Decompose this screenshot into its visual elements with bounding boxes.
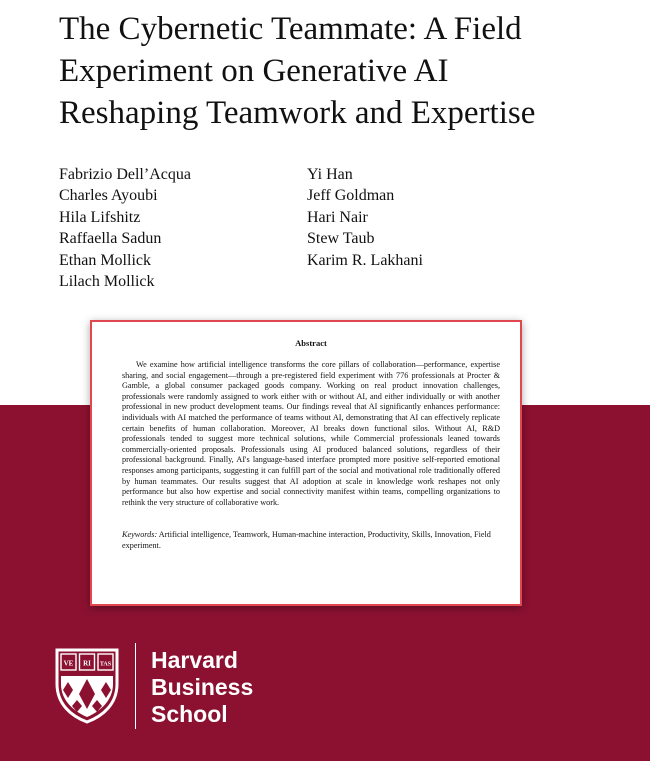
- author-name: Fabrizio Dell’Acqua: [59, 166, 191, 183]
- author-name: Raffaella Sadun: [59, 230, 162, 248]
- keywords-label: Keywords:: [122, 530, 158, 540]
- author-name: Stew Taub: [307, 230, 375, 248]
- author-name: Hila Lifshitz: [59, 208, 141, 226]
- author-name: Jeff Goldman: [307, 187, 395, 205]
- svg-text:VE: VE: [63, 659, 74, 668]
- title-line: Experiment on Generative AI: [59, 53, 449, 89]
- hbs-wordmark: [151, 647, 253, 728]
- svg-text:TAS: TAS: [99, 661, 112, 668]
- author-name: Hari Nair: [307, 208, 368, 226]
- title-line: The Cybernetic Teammate: A Field: [59, 11, 522, 47]
- abstract-card: [90, 320, 522, 606]
- abstract-body: We examine how artificial intelligence transforms the core pillars of collaboration—performance, expertise sharing, and social engagement—through a pre-registered field experiment with 776 professionals at Procter & Gamble, a global consumer packaged goods company. Working on real product innovation challenges, professionals were randomly assigned to work either with or without AI, and either individually or with another professional in new product development teams. Our findings reveal that AI significantly enhances performance: individuals with AI matched the performance of teams without AI, demonstrating that AI can effectively replicate certain benefits of human collaboration. Moreover, AI breaks down functional silos. Without AI, R&D professionals tended to suggest more technical solutions, while Commercial professionals leaned towards commercially-oriented proposals. Professionals using AI produced balanced solutions, regardless of their professional background. Finally, AI's language-based interface prompted more positive self-reported emotional responses among participants, suggesting it can fulfill part of the social and motivational role traditionally offered by human teammates. Our results suggest that AI adoption at scale in knowledge work reshapes not only performance but also how expertise and social connectivity manifest within teams, compelling organizations to rethink the very structure of collaborative work.: [122, 360, 500, 507]
- wordmark-line: Harvard: [151, 647, 238, 673]
- author-name: Karim R. Lakhani: [307, 251, 423, 269]
- authors-left-column: [59, 164, 191, 292]
- logo-divider: [135, 643, 136, 729]
- author-name: Lilach Mollick: [59, 273, 155, 291]
- abstract-heading: Abstract: [295, 338, 327, 348]
- title-line: Reshaping Teamwork and Expertise: [59, 95, 536, 131]
- wordmark-line: School: [151, 701, 228, 727]
- hbs-shield-icon: [55, 648, 119, 729]
- wordmark-line: Business: [151, 674, 254, 700]
- author-name: Charles Ayoubi: [59, 187, 158, 205]
- svg-text:RI: RI: [83, 659, 91, 668]
- paper-title: [59, 8, 639, 134]
- keywords-text: Artificial intelligence, Teamwork, Human-machine interaction, Productivity, Skills, Innovation, Field experiment.: [122, 530, 491, 550]
- author-name: Ethan Mollick: [59, 251, 151, 269]
- authors-right-column: [307, 164, 423, 271]
- author-name: Yi Han: [307, 166, 353, 183]
- abstract-keywords: [122, 530, 500, 551]
